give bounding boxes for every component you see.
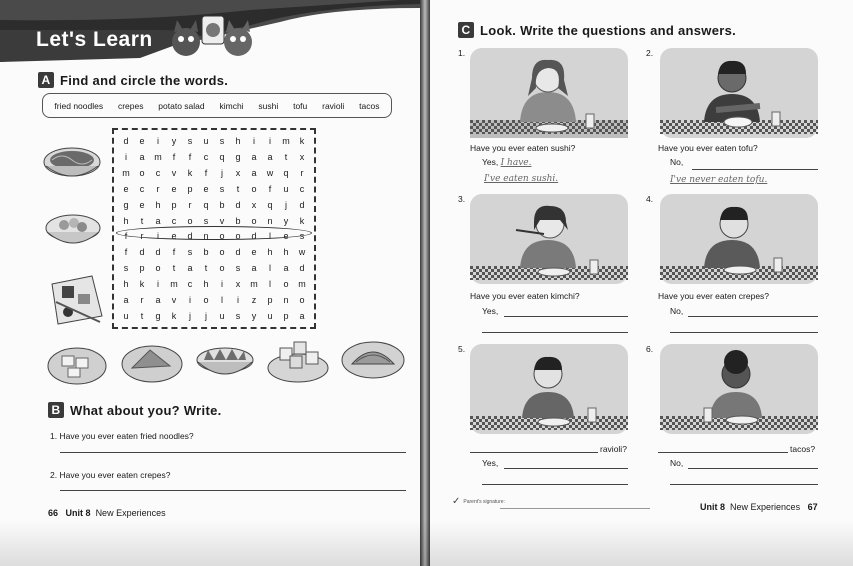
grid-letter[interactable]: l (269, 263, 271, 274)
grid-letter[interactable]: h (267, 247, 273, 258)
grid-letter[interactable]: a (187, 263, 193, 274)
answer-line-2-short[interactable] (692, 169, 818, 170)
grid-letter[interactable]: u (267, 311, 273, 322)
grid-letter[interactable]: s (203, 215, 209, 226)
grid-letter[interactable]: t (172, 263, 176, 274)
grid-letter[interactable]: s (187, 135, 193, 146)
word-bank-item: tacos (359, 100, 380, 111)
grid-letter[interactable]: k (299, 215, 305, 226)
question-2: Have you ever eaten tofu? (658, 143, 758, 153)
book-spine (420, 0, 430, 566)
answer-5-short: Yes, (482, 458, 499, 468)
grid-letter[interactable]: g (123, 199, 129, 210)
question-3: Have you ever eaten kimchi? (470, 291, 580, 301)
signature-label: Parent's signature: (463, 498, 505, 505)
grid-letter[interactable]: e (171, 231, 177, 242)
grid-letter[interactable]: n (283, 295, 289, 306)
question-1: Have you ever eaten sushi? (470, 143, 576, 153)
grid-letter[interactable]: j (205, 311, 207, 322)
grid-letter[interactable]: m (282, 135, 290, 146)
grid-letter[interactable]: a (251, 263, 257, 274)
word-bank-item: potato salad (158, 100, 205, 111)
grid-letter[interactable]: i (269, 135, 271, 146)
grid-letter[interactable]: c (203, 151, 209, 162)
grid-letter[interactable]: r (140, 231, 144, 242)
grid-letter[interactable]: j (189, 311, 191, 322)
grid-letter[interactable]: h (235, 135, 241, 146)
scene-girl-eating-kimchi (470, 194, 628, 284)
grid-letter[interactable]: s (219, 135, 225, 146)
grid-letter[interactable]: f (172, 151, 176, 162)
grid-letter[interactable]: e (203, 183, 209, 194)
grid-letter[interactable]: f (124, 247, 128, 258)
grid-letter[interactable]: d (235, 247, 241, 258)
grid-letter[interactable]: e (123, 183, 129, 194)
scene-boy-eating-tofu (660, 48, 818, 138)
word-bank-item: crepes (117, 100, 144, 111)
lets-learn-banner (0, 0, 420, 70)
word-bank-item: sushi (258, 100, 279, 111)
answer-2-short (670, 157, 683, 167)
scene-boy-with-ravioli (470, 344, 628, 434)
page-number-left: 66 (48, 508, 59, 518)
grid-letter[interactable]: l (269, 231, 271, 242)
grid-letter[interactable]: n (203, 231, 209, 242)
grid-letter[interactable]: p (283, 311, 289, 322)
grid-letter[interactable]: t (140, 215, 144, 226)
answer-line-6-full[interactable] (670, 484, 818, 485)
page-number-right: 67 (807, 502, 818, 512)
grid-letter[interactable]: x (251, 199, 257, 210)
grid-letter[interactable]: p (267, 295, 273, 306)
grid-letter[interactable]: v (171, 167, 177, 178)
grid-letter[interactable]: d (251, 231, 257, 242)
answer-line-5-short[interactable] (504, 468, 628, 469)
question-fried-noodles: 1. Have you ever eaten fried noodles? (50, 431, 194, 441)
grid-letter[interactable]: f (172, 247, 176, 258)
section-b-title: What about you? Write. (70, 402, 222, 418)
answer-line-4-short[interactable] (688, 316, 818, 317)
word-bank-item: kimchi (219, 100, 244, 111)
grid-letter[interactable]: o (299, 295, 305, 306)
grid-letter[interactable]: u (203, 135, 209, 146)
section-c-letter: C (458, 22, 474, 38)
grid-letter[interactable]: j (221, 167, 223, 178)
grid-letter[interactable]: i (189, 295, 191, 306)
grid-letter[interactable]: d (299, 263, 305, 274)
grid-letter[interactable]: x (235, 167, 241, 178)
grid-letter[interactable]: s (235, 263, 241, 274)
grid-letter[interactable]: b (235, 215, 241, 226)
grid-letter[interactable]: i (237, 295, 239, 306)
grid-letter[interactable]: h (283, 247, 289, 258)
answer-line-6-question[interactable] (658, 452, 788, 453)
grid-letter[interactable]: f (204, 167, 208, 178)
section-b-heading (48, 402, 222, 418)
grid-letter[interactable]: t (204, 263, 208, 274)
section-c-title: Look. Write the questions and answers. (480, 22, 737, 38)
left-footer (48, 508, 166, 518)
grid-letter[interactable]: i (221, 279, 223, 290)
item-number: 1. (458, 48, 466, 58)
grid-letter[interactable]: l (269, 279, 271, 290)
grid-letter[interactable]: l (221, 295, 223, 306)
grid-letter[interactable]: h (123, 279, 129, 290)
word-bank (42, 93, 392, 118)
no-label: No, (670, 157, 684, 167)
answer-2-full[interactable]: I've never eaten tofu. (670, 175, 768, 185)
grid-letter[interactable]: y (251, 311, 257, 322)
grid-letter[interactable]: a (299, 311, 305, 322)
grid-letter[interactable]: n (267, 215, 273, 226)
grid-letter[interactable]: m (170, 279, 178, 290)
section-a-heading (38, 72, 228, 88)
grid-letter[interactable]: s (187, 247, 193, 258)
grid-letter[interactable]: q (267, 199, 273, 210)
grid-letter[interactable]: c (155, 167, 161, 178)
answer-line-5-question[interactable] (470, 452, 598, 453)
question-4: Have you ever eaten crepes? (658, 291, 770, 301)
cats-mascot-icon (168, 12, 260, 60)
grid-letter[interactable]: h (123, 215, 129, 226)
banner-title: Let's Learn (36, 28, 153, 51)
grid-letter[interactable]: y (171, 135, 177, 146)
unit-label-right: Unit 8 (700, 502, 726, 512)
potato-salad-picture (44, 208, 102, 254)
grid-letter[interactable]: k (171, 311, 177, 322)
grid-letter[interactable]: r (188, 199, 192, 210)
grid-letter[interactable]: m (250, 279, 258, 290)
item-number: 5. (458, 344, 466, 354)
grid-letter[interactable]: x (299, 151, 305, 162)
answer-1-full[interactable]: I've eaten sushi. (484, 174, 559, 184)
word-bank-item: fried noodles (54, 100, 104, 111)
grid-letter[interactable]: c (187, 279, 193, 290)
grid-letter[interactable]: s (235, 311, 241, 322)
grid-letter[interactable]: x (235, 279, 241, 290)
grid-letter[interactable]: v (171, 295, 177, 306)
section-a-title: Find and circle the words. (60, 72, 229, 88)
grid-letter[interactable]: s (123, 263, 129, 274)
circled-fried-noodles (116, 226, 312, 240)
grid-letter[interactable]: m (298, 279, 306, 290)
question-6: tacos? (790, 444, 816, 454)
grid-letter[interactable]: u (123, 311, 129, 322)
grid-letter[interactable]: k (139, 279, 145, 290)
checkmark-icon: ✓ (452, 496, 461, 507)
word-bank-item: tofu (293, 100, 308, 111)
right-page (430, 0, 853, 566)
grid-letter[interactable]: t (236, 183, 240, 194)
yes-label: Yes, (482, 157, 499, 167)
kimchi-picture (194, 342, 256, 384)
answer-line-3-full[interactable] (482, 332, 628, 333)
grid-letter[interactable]: o (203, 295, 209, 306)
grid-letter[interactable]: i (157, 231, 159, 242)
grid-letter[interactable]: a (139, 151, 145, 162)
grid-letter[interactable]: o (235, 231, 241, 242)
scene-boy-with-crepes (660, 194, 818, 284)
tacos-picture (340, 336, 406, 382)
grid-letter[interactable]: o (155, 263, 161, 274)
grid-letter[interactable]: d (123, 135, 129, 146)
answer-4-short: No, (670, 306, 684, 316)
grid-letter[interactable]: u (219, 311, 225, 322)
grid-letter[interactable]: m (154, 151, 162, 162)
grid-letter[interactable]: i (157, 135, 159, 146)
grid-letter[interactable]: o (219, 247, 225, 258)
grid-letter[interactable]: o (139, 167, 145, 178)
grid-letter[interactable]: m (122, 167, 130, 178)
fried-noodles-picture (42, 140, 102, 186)
question-crepes: 2. Have you ever eaten crepes? (50, 470, 171, 480)
word-search-grid[interactable] (112, 128, 316, 329)
grid-letter[interactable]: t (284, 151, 288, 162)
scene-girl-with-tacos (660, 344, 818, 434)
grid-letter[interactable]: p (187, 183, 193, 194)
grid-letter[interactable]: c (139, 183, 145, 194)
grid-letter[interactable]: u (283, 183, 289, 194)
grid-letter[interactable]: o (219, 231, 225, 242)
grid-letter[interactable]: h (155, 199, 161, 210)
answer-line-6-short[interactable] (688, 468, 818, 469)
grid-letter[interactable]: a (155, 215, 161, 226)
grid-letter[interactable]: r (140, 295, 144, 306)
answer-line-1[interactable] (60, 452, 406, 453)
grid-letter[interactable]: b (203, 247, 209, 258)
grid-letter[interactable]: e (171, 183, 177, 194)
grid-letter[interactable]: o (187, 215, 193, 226)
grid-letter[interactable]: a (123, 295, 129, 306)
grid-letter[interactable]: b (219, 199, 225, 210)
grid-letter[interactable]: v (219, 215, 225, 226)
grid-letter[interactable]: f (268, 183, 272, 194)
grid-letter[interactable]: h (203, 279, 209, 290)
left-page (0, 0, 420, 566)
section-c-heading (458, 22, 736, 38)
answer-3-short: Yes, (482, 306, 499, 316)
crepes-picture (120, 342, 184, 384)
question-5: ravioli? (600, 444, 627, 454)
signature-line[interactable] (500, 508, 650, 509)
grid-letter[interactable]: p (171, 199, 177, 210)
sushi-picture (48, 272, 106, 328)
answer-6-short: No, (670, 458, 684, 468)
grid-letter[interactable]: a (283, 263, 289, 274)
handwritten-answer[interactable]: I have. (500, 158, 532, 168)
grid-letter[interactable]: q (283, 167, 289, 178)
word-bank-item: ravioli (322, 100, 345, 111)
parent-signature (452, 496, 505, 507)
grid-letter[interactable]: o (283, 279, 289, 290)
grid-letter[interactable]: j (285, 199, 287, 210)
grid-letter[interactable]: i (157, 279, 159, 290)
grid-letter[interactable]: z (251, 295, 257, 306)
grid-letter[interactable]: o (251, 183, 257, 194)
section-a-letter: A (38, 72, 54, 88)
grid-letter[interactable]: g (235, 151, 241, 162)
grid-letter[interactable]: r (156, 183, 160, 194)
item-number: 3. (458, 194, 466, 204)
grid-letter[interactable]: q (219, 151, 225, 162)
unit-label-left: Unit 8 (65, 508, 91, 518)
grid-letter[interactable]: d (299, 199, 305, 210)
grid-letter[interactable]: w (266, 167, 274, 178)
grid-letter[interactable]: e (139, 135, 145, 146)
grid-letter[interactable]: d (155, 247, 161, 258)
grid-letter[interactable]: k (187, 167, 193, 178)
grid-letter[interactable]: d (187, 231, 193, 242)
grid-letter[interactable]: f (188, 151, 192, 162)
right-footer (700, 502, 818, 512)
grid-letter[interactable]: a (267, 151, 273, 162)
grid-letter[interactable]: o (251, 215, 257, 226)
answer-line-3-short[interactable] (504, 316, 628, 317)
grid-letter[interactable]: q (203, 199, 209, 210)
grid-letter[interactable]: f (124, 231, 128, 242)
grid-letter[interactable]: t (140, 311, 144, 322)
grid-letter[interactable]: e (283, 231, 289, 242)
unit-topic-right: New Experiences (730, 502, 801, 512)
answer-line-2[interactable] (60, 490, 406, 491)
grid-letter[interactable]: r (300, 167, 304, 178)
section-b-letter: B (48, 402, 64, 418)
item-number: 4. (646, 194, 654, 204)
grid-letter[interactable]: e (139, 199, 145, 210)
grid-letter[interactable]: y (283, 215, 289, 226)
scene-girl-eating-sushi (470, 48, 628, 138)
grid-letter[interactable]: k (299, 135, 305, 146)
item-number: 2. (646, 48, 654, 58)
item-number: 6. (646, 344, 654, 354)
grid-letter[interactable]: e (251, 247, 257, 258)
grid-letter[interactable]: p (139, 263, 145, 274)
answer-line-5-full[interactable] (482, 484, 628, 485)
grid-letter[interactable]: c (299, 183, 305, 194)
grid-letter[interactable]: s (219, 183, 225, 194)
answer-line-4-full[interactable] (670, 332, 818, 333)
unit-topic-left: New Experiences (95, 508, 166, 518)
grid-letter[interactable]: w (298, 247, 306, 258)
potatoes-picture (266, 334, 330, 384)
grid-letter[interactable]: g (155, 311, 161, 322)
tofu-picture (46, 344, 108, 386)
grid-letter[interactable]: o (219, 263, 225, 274)
grid-letter[interactable]: i (125, 151, 127, 162)
grid-letter[interactable]: a (155, 295, 161, 306)
grid-letter[interactable]: d (139, 247, 145, 258)
grid-letter[interactable]: i (253, 135, 255, 146)
grid-letter[interactable]: c (171, 215, 177, 226)
grid-letter[interactable]: d (235, 199, 241, 210)
answer-1-short (482, 157, 531, 168)
grid-letter[interactable]: a (251, 167, 257, 178)
grid-letter[interactable]: a (251, 151, 257, 162)
grid-letter[interactable]: s (299, 231, 305, 242)
